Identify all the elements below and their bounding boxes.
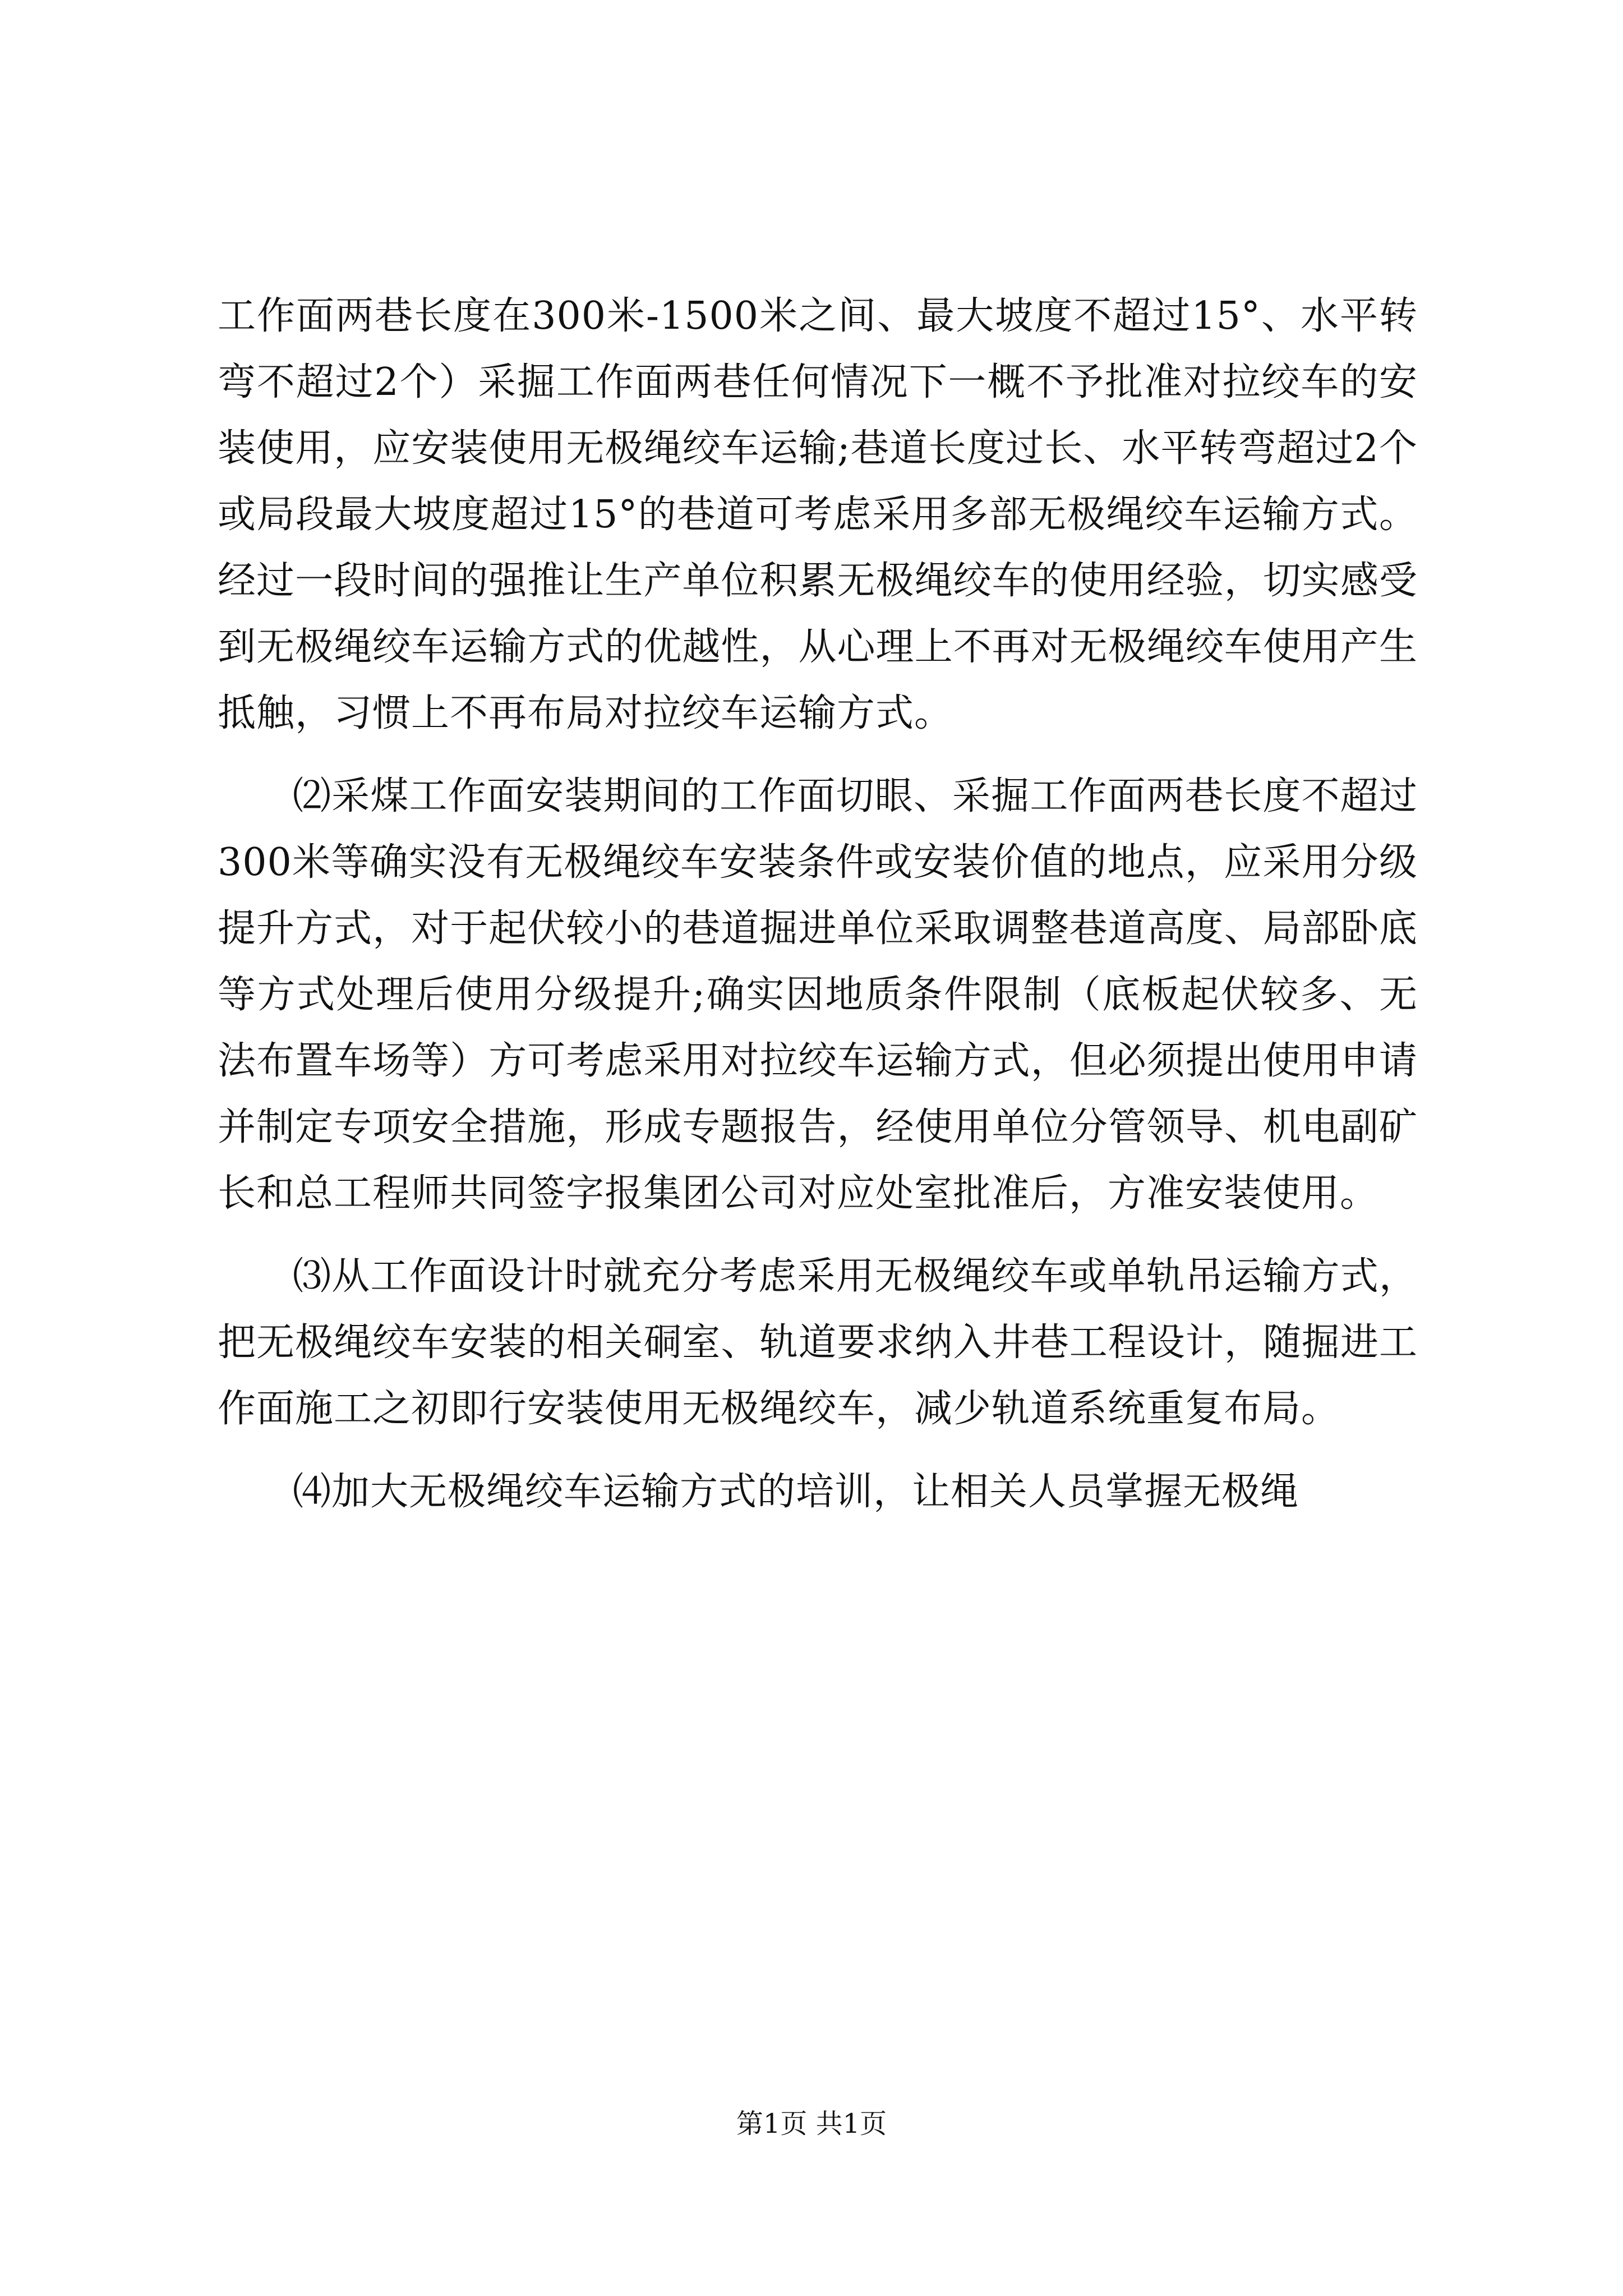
paragraph-2: ⑵采煤工作面安装期间的工作面切眼、采掘工作面两巷长度不超过300米等确实没有无极绳绞车安装条件或安装价值的地点，应采用分级提升方式，对于起伏较小的巷道掘进单位采取调整巷道高度、局部卧底等方式处理后使用分级提升;确实因地质条件限制（底板起伏较多、无法布置车场等）方可考虑采用对拉绞车运输方式，但必须提出使用申请并制定专项安全措施，形成专题报告，经使用单位分管领导、机电副矿长和总工程师共同签字报集团公司对应处室批准后，方准安装使用。 xyxy=(218,774,1418,1216)
page-number-label: 第1页 共1页 xyxy=(736,2108,887,2139)
paragraph-4: ⑷加大无极绳绞车运输方式的培训，让相关人员掌握无极绳 xyxy=(293,1470,1299,1514)
paragraph-3: ⑶从工作面设计时就充分考虑采用无极绳绞车或单轨吊运输方式，把无极绳绞车安装的相关硐室、轨道要求纳入井巷工程设计，随掘进工作面施工之初即行安装使用无极绳绞车，减少轨道系统重复布局。 xyxy=(218,1254,1418,1431)
document-body xyxy=(218,283,1418,1525)
paragraph-continued: 工作面两巷长度在300米-1500米之间、最大坡度不超过15°、水平转弯不超过2个）采掘工作面两巷任何情况下一概不予批准对拉绞车的安装使用，应安装使用无极绳绞车运输;巷道长度过长、水平转弯超过2个或局段最大坡度超过15°的巷道可考虑采用多部无极绳绞车运输方式。经过一段时间的强推让生产单位积累无极绳绞车的使用经验，切实感受到无极绳绞车运输方式的优越性，从心理上不再对无极绳绞车使用产生抵触，习惯上不再布局对拉绞车运输方式。 xyxy=(218,294,1418,735)
page-footer xyxy=(0,2107,1623,2141)
